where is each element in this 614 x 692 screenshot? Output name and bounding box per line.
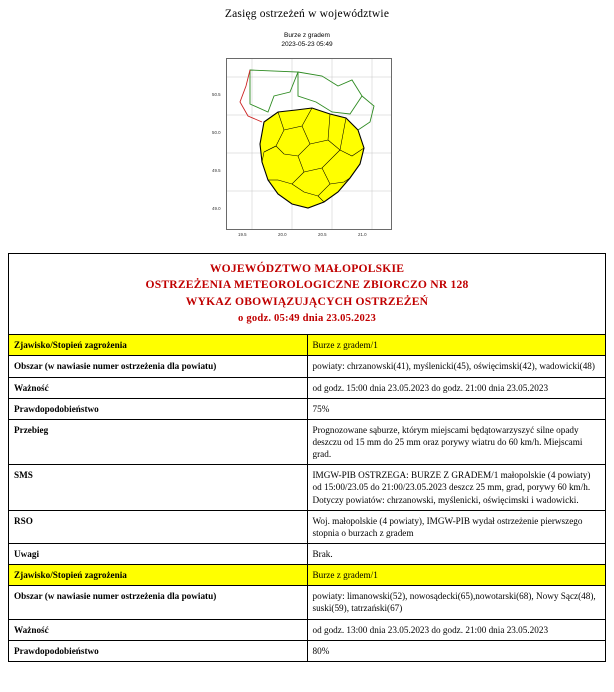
table-row <box>9 419 606 464</box>
table-row <box>9 398 606 419</box>
warning1-phenomenon-value: Burze z gradem/1 <box>307 335 606 356</box>
map-ytick-2: 49.5 <box>212 167 221 173</box>
warning1-validity-value: od godz. 15:00 dnia 23.05.2023 do godz. 21:00 dnia 23.05.2023 <box>307 377 606 398</box>
table-row <box>9 640 606 661</box>
warning2-validity-value: od godz. 13:00 dnia 23.05.2023 do godz. 21:00 dnia 23.05.2023 <box>307 619 606 640</box>
table-row <box>9 510 606 543</box>
warning1-sms-value: IMGW-PIB OSTRZEGA: BURZE Z GRADEM/1 małopolskie (4 powiaty) od 15:00/23.05 do 21:00/23.05.2023 deszcz 25 mm, grad, porywy 60 km/h. Dotyczy powiatów: chrzanowski, myślenicki, oświęcimski i wadowicki. <box>307 465 606 510</box>
warning1-rso-label: RSO <box>9 510 308 543</box>
table-row <box>9 465 606 510</box>
warning2-area-label: Obszar (w nawiasie numer ostrzeżenia dla powiatu) <box>9 586 308 619</box>
warning1-rso-value: Woj. małopolskie (4 powiaty), IMGW-PIB wydał ostrzeżenie pierwszego stopnia o burzach z gradem <box>307 510 606 543</box>
map-ytick-1: 50.0 <box>212 129 221 135</box>
table-row <box>9 543 606 564</box>
warning2-probability-value: 80% <box>307 640 606 661</box>
header-bulletin-number: OSTRZEŻENIA METEOROLOGICZNE ZBIORCZO NR 128 <box>145 278 469 292</box>
table-row <box>9 335 606 356</box>
warning1-area-value: powiaty: chrzanowski(41), myślenicki(45), oświęcimski(42), wadowicki(48) <box>307 356 606 377</box>
table-row <box>9 619 606 640</box>
map-ytick-3: 49.0 <box>212 205 221 211</box>
map-caption-timestamp: 2023-05-23 05:49 <box>281 40 333 48</box>
table-row <box>9 377 606 398</box>
header-voivodeship: WOJEWÓDZTWO MAŁOPOLSKIE <box>209 261 405 275</box>
document-page <box>0 8 614 692</box>
warning2-phenomenon-label: Zjawisko/Stopień zagrożenia <box>9 565 308 586</box>
warning2-area-value: powiaty: limanowski(52), nowosądecki(65),nowotarski(68), Nowy Sącz(48), suski(59), tatrzański(67) <box>307 586 606 619</box>
warning1-course-value: Prognozowane sąburze, którym miejscami będątowarzyszyć silne opady deszczu od 15 mm do 25 mm oraz porywy wiatru do 60 km/h. Miejscami grad. <box>307 419 606 464</box>
warning1-probability-value: 75% <box>307 398 606 419</box>
document-header <box>9 253 606 335</box>
map-xtick-2: 20.5 <box>318 231 327 237</box>
warnings-table <box>8 253 606 662</box>
warning1-notes-label: Uwagi <box>9 543 308 564</box>
table-row <box>9 356 606 377</box>
map-section-title: Zasięg ostrzeżeń w województwie <box>224 8 390 20</box>
warning2-validity-label: Ważność <box>9 619 308 640</box>
map-vector <box>212 52 402 242</box>
map-xtick-0: 19.5 <box>238 231 247 237</box>
map-xtick-1: 20.0 <box>278 231 287 237</box>
map-xtick-3: 21.0 <box>358 231 367 237</box>
map-image <box>212 52 402 242</box>
map-ytick-0: 50.5 <box>212 91 221 97</box>
warning1-sms-label: SMS <box>9 465 308 510</box>
map-caption-phenomenon: Burze z gradem <box>284 32 330 39</box>
warning2-probability-label: Prawdopodobieństwo <box>9 640 308 661</box>
warning1-notes-value: Brak. <box>307 543 606 564</box>
table-row <box>9 586 606 619</box>
header-issue-time: o godz. 05:49 dnia 23.05.2023 <box>238 312 376 324</box>
header-list-title: WYKAZ OBOWIĄZUJĄCYCH OSTRZEŻEŃ <box>185 295 429 309</box>
map-caption <box>0 32 614 50</box>
warning1-probability-label: Prawdopodobieństwo <box>9 398 308 419</box>
table-header-row <box>9 253 606 335</box>
table-row <box>9 565 606 586</box>
warning1-validity-label: Ważność <box>9 377 308 398</box>
warning2-phenomenon-value: Burze z gradem/1 <box>307 565 606 586</box>
warning1-area-label: Obszar (w nawiasie numer ostrzeżenia dla powiatu) <box>9 356 308 377</box>
map-section <box>0 32 614 247</box>
warning1-phenomenon-label: Zjawisko/Stopień zagrożenia <box>9 335 308 356</box>
warning1-course-label: Przebieg <box>9 419 308 464</box>
